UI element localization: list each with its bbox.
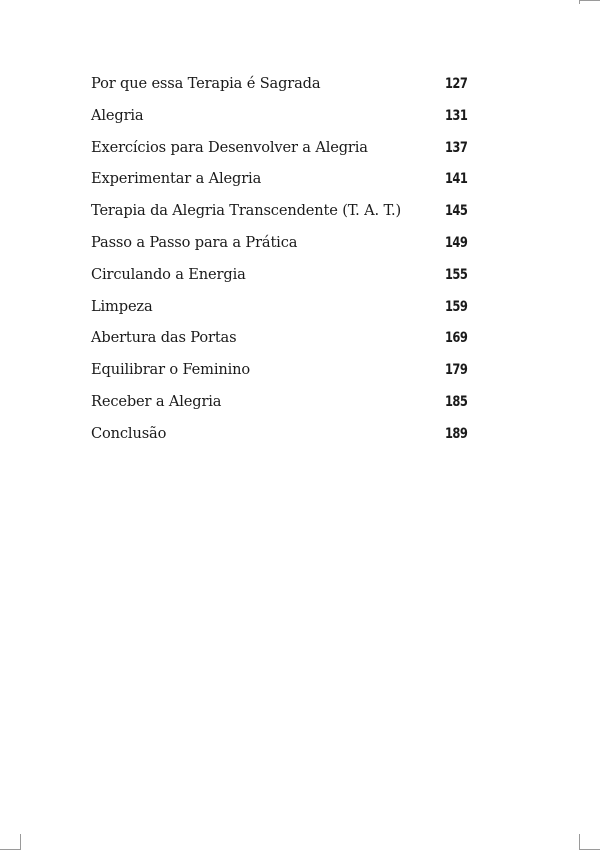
toc-entry: [91, 137, 467, 169]
toc-entry: [91, 168, 467, 200]
crop-mark-bottom-right-vertical: [579, 834, 580, 850]
toc-entry-title: Circulando a Energia: [91, 265, 246, 283]
toc-entry-title: Conclusão: [91, 424, 167, 442]
toc-entry: [91, 264, 467, 296]
toc-entry-page-number: 179: [444, 362, 467, 379]
toc-entry: [91, 232, 467, 264]
toc-entry-page-number: 131: [444, 107, 467, 124]
toc-entry-page-number: 185: [444, 393, 467, 410]
toc-entry-page-number: 169: [444, 330, 467, 347]
toc-entry-title: Equilibrar o Feminino: [91, 361, 251, 379]
toc-entry-page-number: 149: [444, 234, 467, 251]
toc-entry-page-number: 155: [444, 266, 467, 283]
toc-entry: [91, 359, 467, 391]
toc-entry: [91, 200, 467, 232]
toc-entry-title: Alegria: [91, 106, 144, 124]
toc-entry-title: Limpeza: [91, 297, 153, 315]
toc-entry: [91, 391, 467, 423]
toc-entry-page-number: 189: [444, 425, 467, 442]
toc-entry-page-number: 141: [444, 171, 467, 188]
toc-entry: [91, 296, 467, 328]
toc-entry-title: Passo a Passo para a Prática: [91, 233, 298, 251]
crop-mark-top-right-vertical: [579, 0, 580, 4]
toc-entry-title: Receber a Alegria: [91, 392, 222, 410]
toc-entry: [91, 73, 467, 105]
crop-mark-bottom-left-vertical: [20, 834, 21, 850]
toc-entry: [91, 423, 467, 455]
toc-entry-title: Exercícios para Desenvolver a Alegria: [91, 138, 368, 156]
toc-entry: [91, 327, 467, 359]
toc-entry-title: Experimentar a Alegria: [91, 170, 262, 188]
crop-mark-top-right: [580, 0, 600, 1]
toc-entry-title: Por que essa Terapia é Sagrada: [91, 75, 321, 92]
toc-entry-page-number: 159: [444, 298, 467, 315]
toc-entry-title: Abertura das Portas: [91, 329, 237, 347]
toc-entry-page-number: 127: [444, 76, 467, 92]
toc-entry-page-number: 145: [444, 203, 467, 220]
toc-entry: [91, 105, 467, 137]
toc-entry-title: Terapia da Alegria Transcendente (T. A. T.): [91, 202, 401, 220]
toc-entry-page-number: 137: [444, 139, 467, 156]
table-of-contents: [91, 73, 467, 455]
